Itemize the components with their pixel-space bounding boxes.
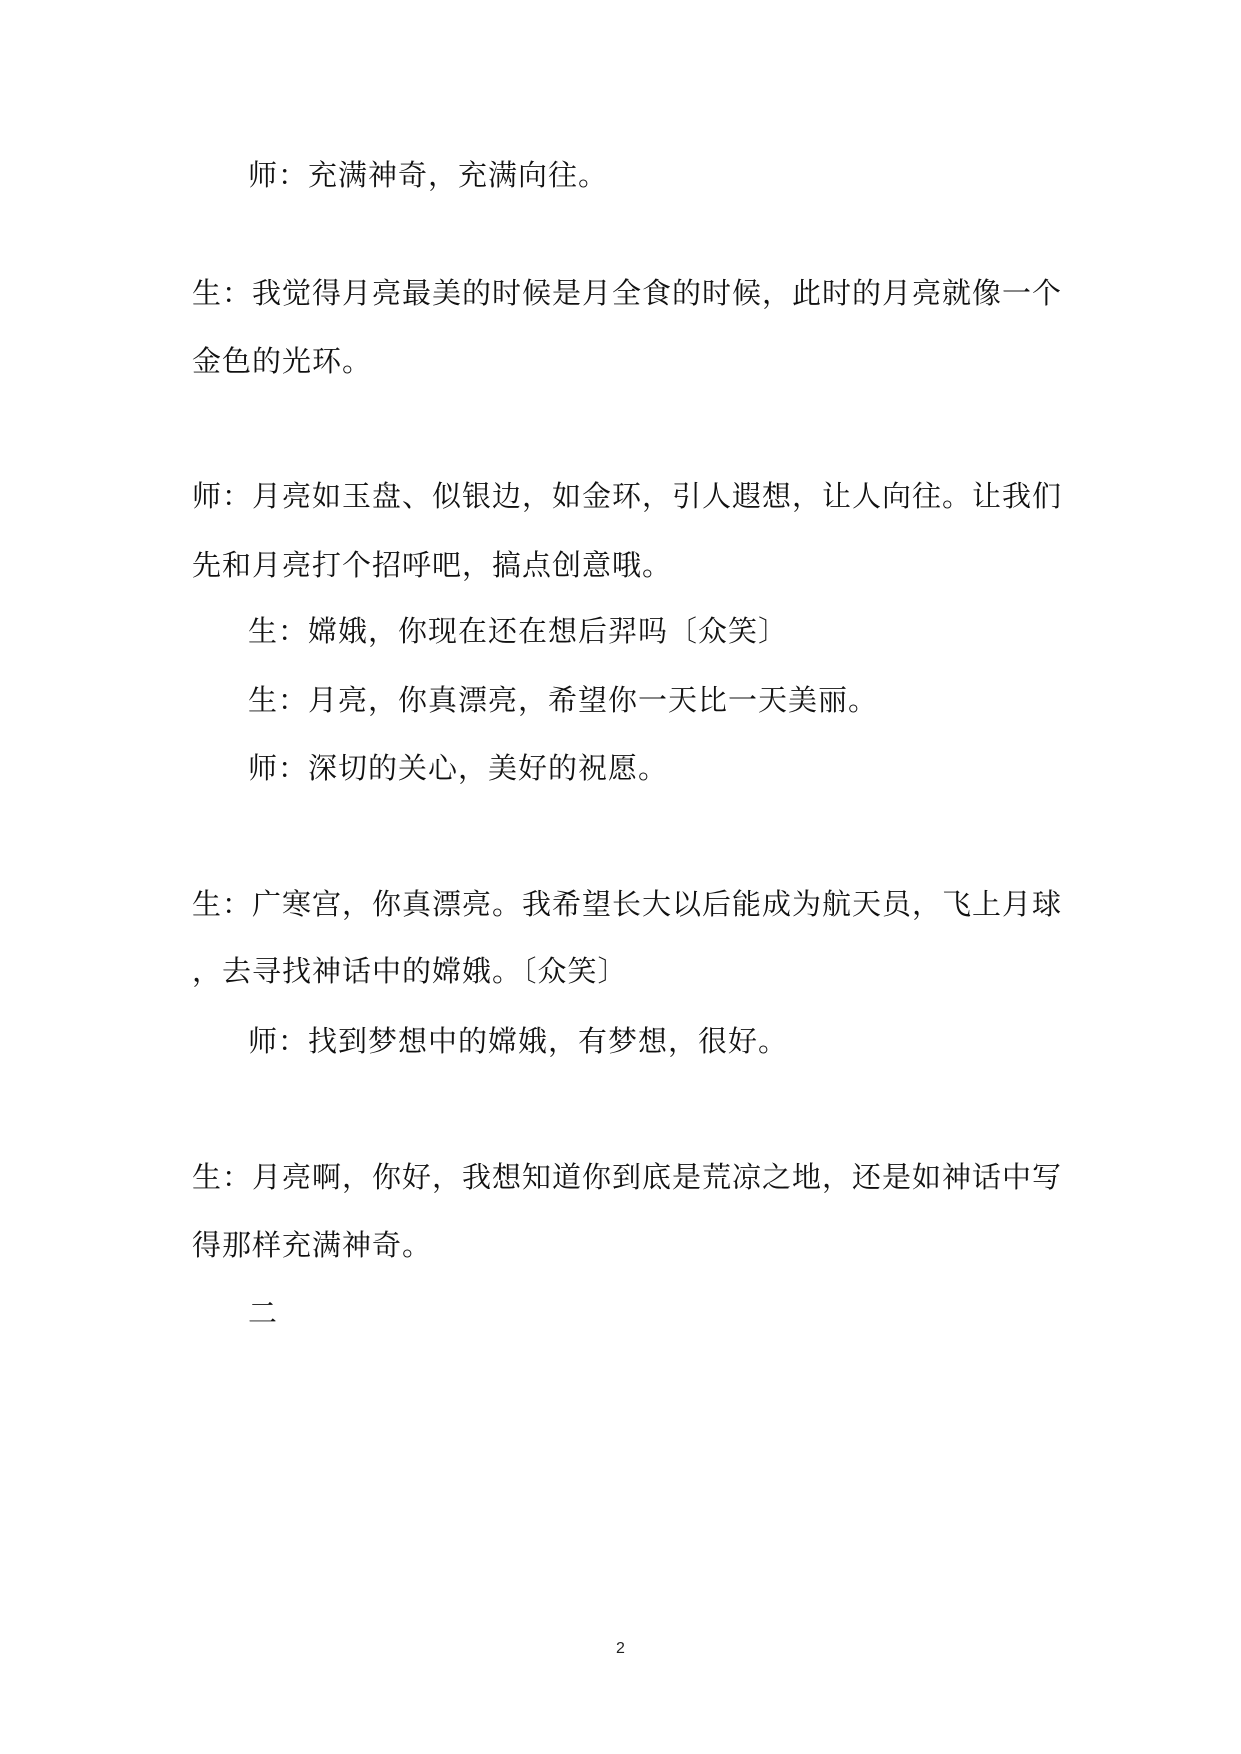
dialogue-line: ，去寻找神话中的嫦娥。〔众笑〕 xyxy=(192,954,628,988)
dialogue-line: 得那样充满神奇。 xyxy=(192,1228,433,1262)
dialogue-line: 师：月亮如玉盘、似银边，如金环，引人遐想，让人向往。让我们 xyxy=(192,479,1063,513)
dialogue-line: 生：嫦娥，你现在还在想后羿吗〔众笑〕 xyxy=(248,614,789,648)
dialogue-line: 师：充满神奇，充满向往。 xyxy=(248,158,609,192)
section-marker: 二 xyxy=(248,1296,279,1330)
dialogue-line: 生：月亮，你真漂亮，希望你一天比一天美丽。 xyxy=(248,683,879,717)
page-number: 2 xyxy=(616,1640,625,1657)
dialogue-line: 金色的光环。 xyxy=(192,344,373,378)
dialogue-line: 先和月亮打个招呼吧，搞点创意哦。 xyxy=(192,548,673,582)
dialogue-line: 生：我觉得月亮最美的时候是月全食的时候，此时的月亮就像一个 xyxy=(192,276,1063,310)
dialogue-line: 师：深切的关心，美好的祝愿。 xyxy=(248,751,669,785)
dialogue-line: 生：月亮啊，你好，我想知道你到底是荒凉之地，还是如神话中写 xyxy=(192,1160,1063,1194)
dialogue-line: 生：广寒宫，你真漂亮。我希望长大以后能成为航天员，飞上月球 xyxy=(192,887,1063,921)
dialogue-line: 师：找到梦想中的嫦娥，有梦想，很好。 xyxy=(248,1024,789,1058)
